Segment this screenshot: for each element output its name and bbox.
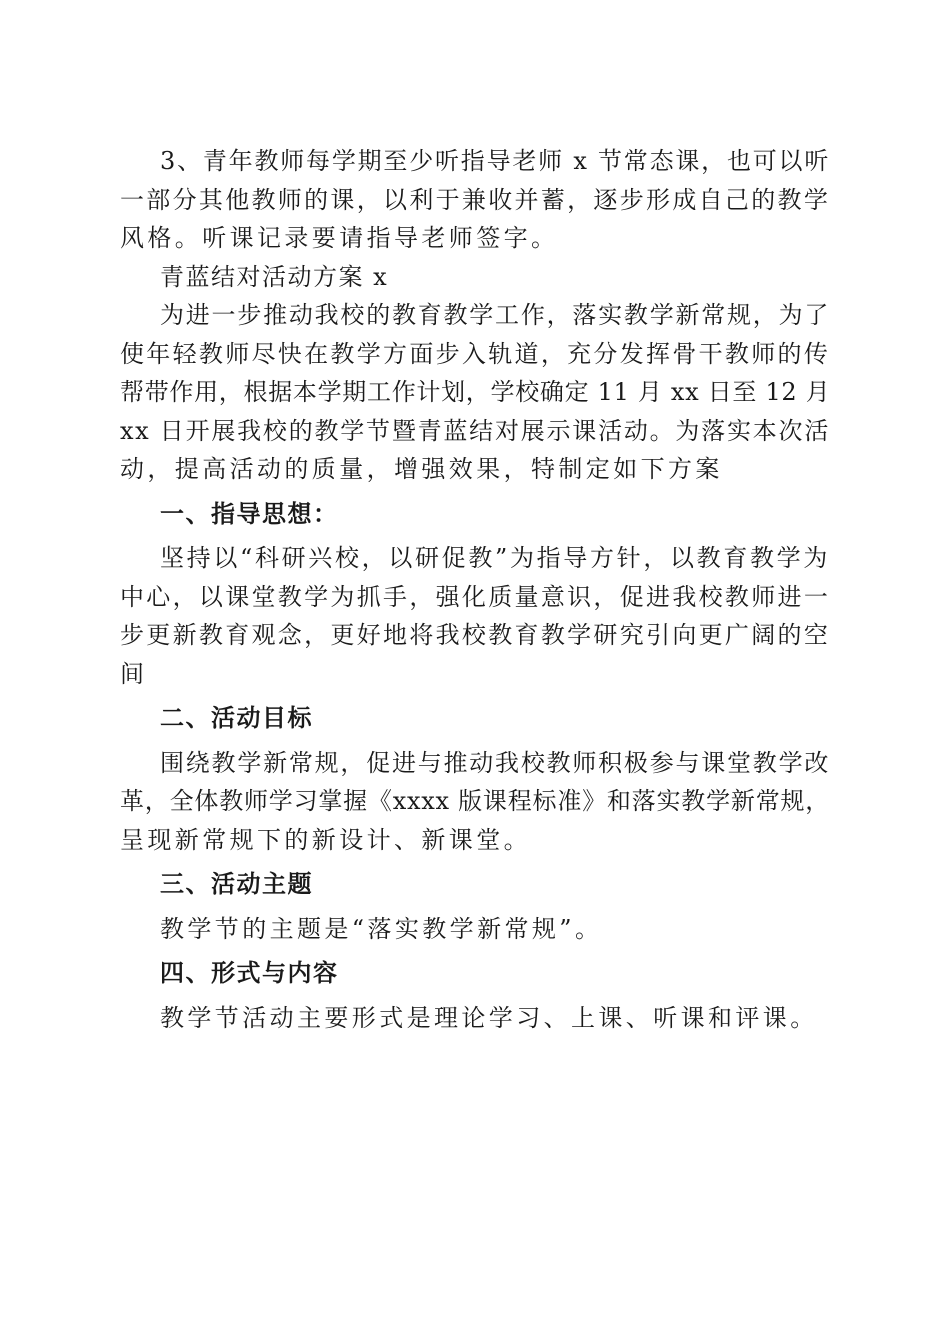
document-page xyxy=(120,142,830,1037)
paragraph-listening-requirement xyxy=(120,142,830,258)
text-line: 围绕教学新常规，促进与推动我校教师积极参与课堂教学改 xyxy=(160,748,830,777)
text-line: 步更新教育观念，更好地将我校教育教学研究引向更广阔的空 xyxy=(120,621,830,649)
text-line: 帮带作用，根据本学期工作计划，学校确定 11 月 xx 日至 12 月 xyxy=(120,378,831,406)
section-heading-activity-theme: 三、活动主题 xyxy=(160,870,313,898)
paragraph-form-and-content xyxy=(120,999,830,1038)
section-heading-form-and-content: 四、形式与内容 xyxy=(160,959,339,987)
text-line: 教学节活动主要形式是理论学习、上课、听课和评课。 xyxy=(160,1003,818,1032)
paragraph-guiding-ideology xyxy=(120,539,830,693)
text-line: 坚持以“科研兴校，以研促教”为指导方针，以教育教学为 xyxy=(160,544,830,572)
paragraph-activity-goal xyxy=(120,744,830,860)
paragraph-plan-title xyxy=(120,258,830,297)
text-line: 呈现新常规下的新设计、新课堂。 xyxy=(120,825,531,854)
section-heading-guiding-ideology: 一、指导思想： xyxy=(160,499,339,528)
text-line: 间 xyxy=(120,659,148,688)
text-line: 动，提高活动的质量，增强效果，特制定如下方案 xyxy=(120,455,723,483)
text-line: xx 日开展我校的教学节暨青蓝结对展示课活动。为落实本次活 xyxy=(120,416,830,445)
paragraph-activity-theme xyxy=(120,910,830,949)
text-line: 一部分其他教师的课，以利于兼收并蓄，逐步形成自己的教学 xyxy=(120,185,830,214)
text-line: 风格。听课记录要请指导老师签字。 xyxy=(120,224,559,252)
text-line: 使年轻教师尽快在教学方面步入轨道，充分发挥骨干教师的传 xyxy=(120,339,830,368)
text-line: 3、青年教师每学期至少听指导老师 x 节常态课，也可以听 xyxy=(160,147,830,175)
text-line: 为进一步推动我校的教育教学工作，落实教学新常规，为了 xyxy=(160,301,830,329)
section-heading-activity-goal: 二、活动目标 xyxy=(160,704,313,732)
text-line: 中心，以课堂教学为抓手，强化质量意识，促进我校教师进一 xyxy=(120,582,830,611)
text-line: 革，全体教师学习掌握《xxxx 版课程标准》和落实教学新常规， xyxy=(120,787,830,815)
paragraph-introduction xyxy=(120,296,830,489)
plan-title: 青蓝结对活动方案 x xyxy=(160,262,389,291)
text-line: 教学节的主题是“落实教学新常规”。 xyxy=(160,914,603,943)
